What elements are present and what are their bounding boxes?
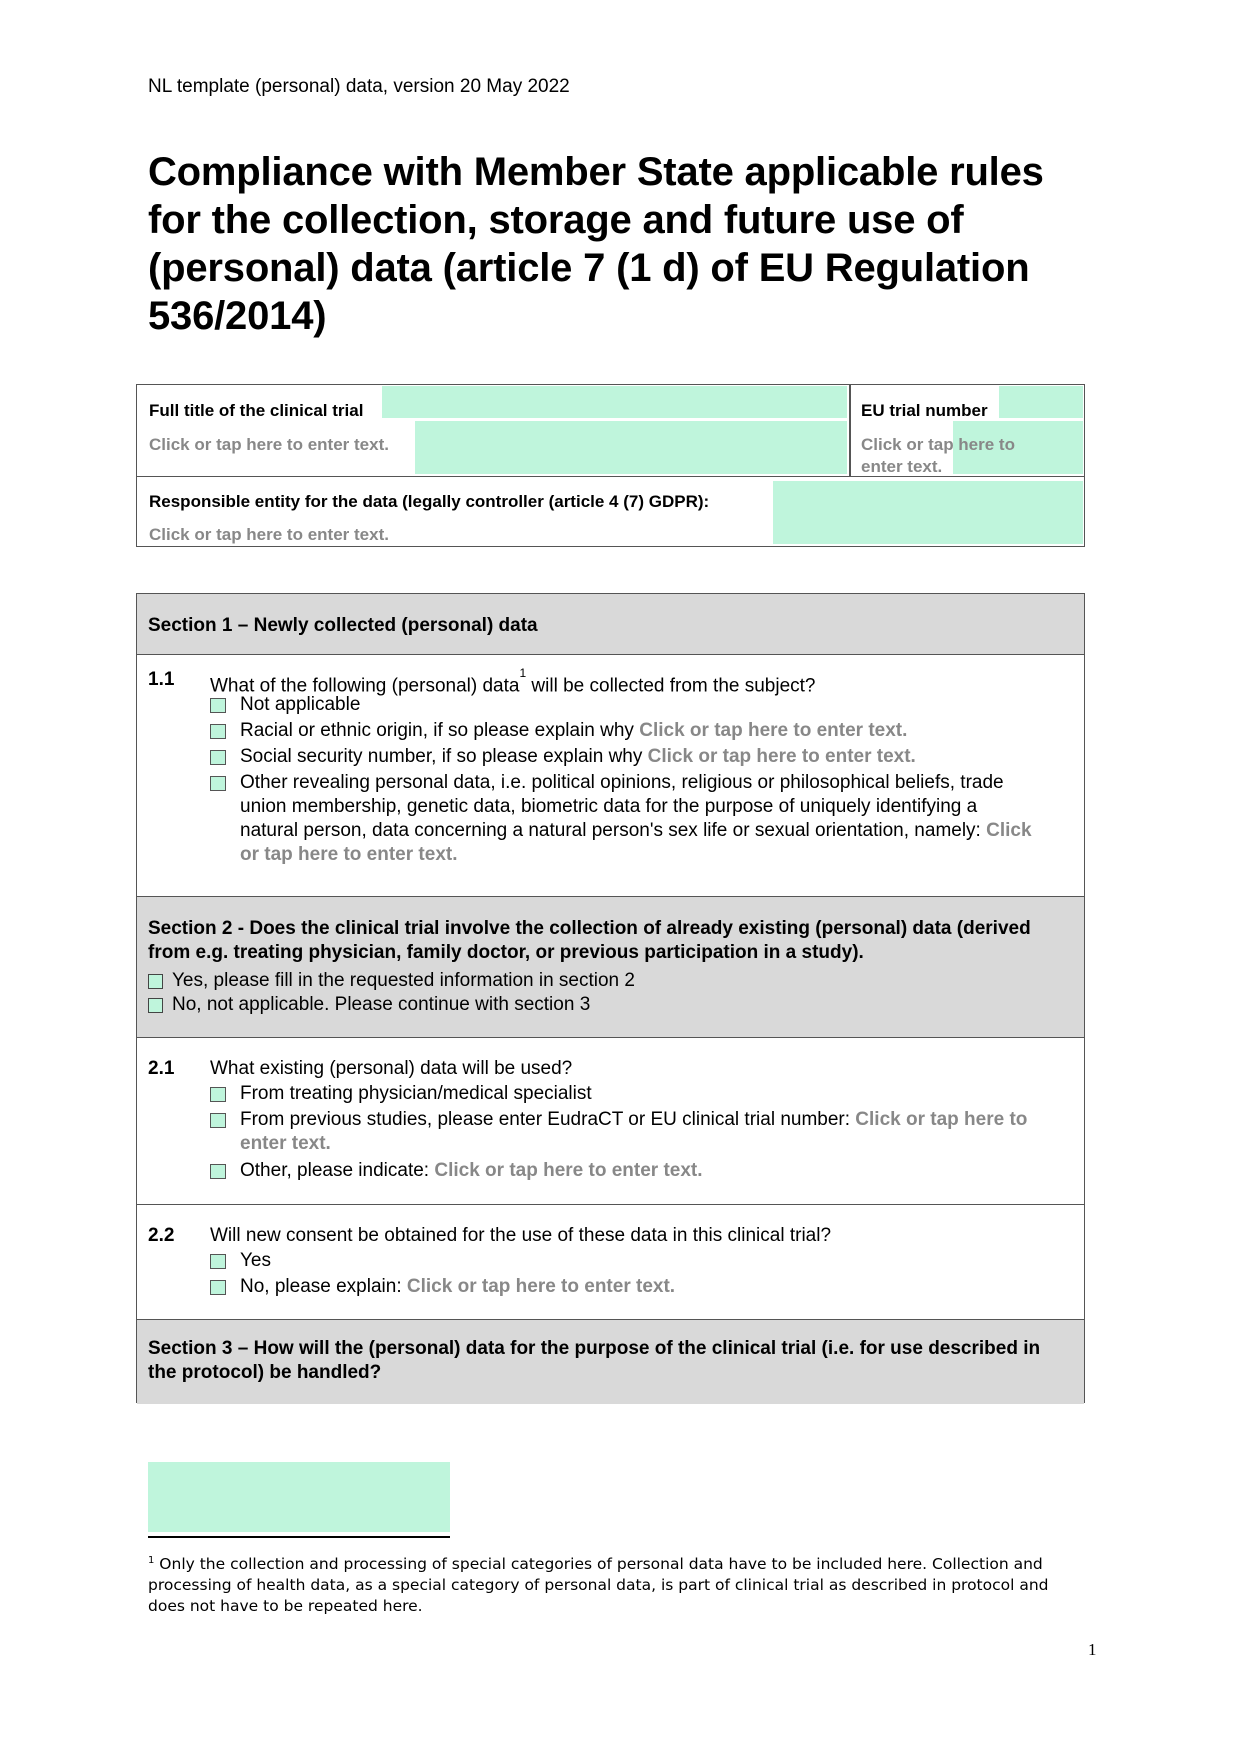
checkbox[interactable] [210, 776, 226, 791]
field-highlight [382, 386, 847, 418]
option-label: Racial or ethnic origin, if so please explain why Click or tap here to enter text. [240, 720, 908, 741]
footnote: $^1$ Only the collection and processing of special categories of personal data have to be included here. Collection and processing of health data, as a special category of personal data, is part of clinical trial as described in protocol and does not have to be repeated here. [148, 1555, 1049, 1616]
footnote-ref: 1 [519, 666, 527, 680]
option-label: From previous studies, please enter EudraCT or EU clinical trial number: Click or tap here to enter text. [240, 1109, 1028, 1154]
responsible-entity-label: Responsible entity for the data (legally controller (article 4 (7) GDPR): [149, 492, 710, 511]
text-entry-placeholder[interactable]: Click or tap here to enter text. [240, 820, 1032, 865]
section-1-heading: Section 1 – Newly collected (personal) data [148, 615, 538, 636]
eu-trial-number-input[interactable]: Click or tap here to enter text. [861, 435, 1015, 476]
text-entry-placeholder[interactable]: Click or tap here to enter text. [647, 746, 916, 767]
document-title: Compliance with Member State applicable rules for the collection, storage and future use of (personal) data (article 7 (1 d) of EU Regulation 536/2014) [148, 150, 1044, 338]
checkbox[interactable] [210, 724, 226, 739]
trial-info-table [136, 384, 1085, 547]
question-text: What of the following (personal) data$^1$ will be collected from the subject? [210, 666, 816, 697]
question-number: 2.2 [148, 1225, 175, 1246]
option-label: No, please explain: Click or tap here to enter text. [240, 1276, 676, 1297]
field-highlight [415, 421, 847, 474]
checkbox[interactable] [210, 698, 226, 713]
full-title-input[interactable]: Click or tap here to enter text. [149, 435, 389, 454]
option-label: No, not applicable. Please continue with section 3 [172, 994, 591, 1015]
section-2-heading: Section 2 - Does the clinical trial involve the collection of already existing (personal) data (derived from e.g. treating physician, family doctor, or previous participation in a study). [148, 918, 1031, 963]
checkbox[interactable] [210, 1164, 226, 1179]
text-entry-placeholder[interactable]: Click or tap here to enter text. [639, 720, 908, 741]
section-3-header [137, 1320, 1084, 1404]
section-2-header [137, 897, 1084, 1038]
question-number: 1.1 [148, 669, 175, 690]
full-title-label: Full title of the clinical trial [149, 401, 364, 420]
question-2-2 [137, 1205, 1084, 1320]
checkbox[interactable] [210, 1113, 226, 1128]
question-text: Will new consent be obtained for the use of these data in this clinical trial? [210, 1225, 832, 1246]
checkbox[interactable] [210, 1254, 226, 1269]
section-3-heading: Section 3 – How will the (personal) data for the purpose of the clinical trial (i.e. for use described in the protocol) be handled? [148, 1338, 1041, 1383]
option-label: Social security number, if so please explain why Click or tap here to enter text. [240, 746, 916, 767]
template-version-line: NL template (personal) data, version 20 May 2022 [148, 76, 570, 97]
option-label: Yes, please fill in the requested information in section 2 [172, 970, 635, 991]
question-2-1 [137, 1038, 1084, 1205]
option-label: Other, please indicate: Click or tap here to enter text. [240, 1160, 703, 1181]
field-highlight [999, 386, 1083, 418]
section-1-header [137, 594, 1084, 655]
question-number: 2.1 [148, 1058, 175, 1079]
option-label: Not applicable [240, 694, 361, 715]
trial-info-row [137, 385, 1084, 477]
option-label: From treating physician/medical specialist [240, 1083, 592, 1104]
text-entry-placeholder[interactable]: Click or tap here to enter text. [240, 1109, 1028, 1154]
eu-trial-number-label: EU trial number [861, 401, 988, 420]
footnote-mark: 1 [148, 1555, 155, 1566]
checkbox[interactable] [148, 998, 163, 1013]
page-number: 1 [1088, 1640, 1097, 1659]
field-highlight [773, 481, 1083, 544]
option-label: Other revealing personal data, i.e. political opinions, religious or philosophical beliefs, trade union membership, genetic data, biometric data for the purpose of uniquely identifying a natural person, data concerning a natural person's sex life or sexual orientation, namely: Click or tap here to enter text. [240, 772, 1032, 865]
option-label: Yes [240, 1250, 271, 1271]
footnote-separator [148, 1536, 450, 1538]
checkbox[interactable] [148, 974, 163, 989]
text-entry-placeholder[interactable]: Click or tap here to enter text. [434, 1160, 703, 1181]
question-1-1 [137, 655, 1084, 897]
footnote-highlight [148, 1462, 450, 1532]
question-text: What existing (personal) data will be used? [210, 1058, 573, 1079]
text-entry-placeholder[interactable]: Click or tap here to enter text. [406, 1276, 676, 1297]
checkbox[interactable] [210, 750, 226, 765]
column-divider [849, 385, 851, 477]
checkbox[interactable] [210, 1280, 226, 1295]
checkbox[interactable] [210, 1087, 226, 1102]
responsible-entity-input[interactable]: Click or tap here to enter text. [149, 525, 389, 544]
sections-table [136, 593, 1085, 1403]
